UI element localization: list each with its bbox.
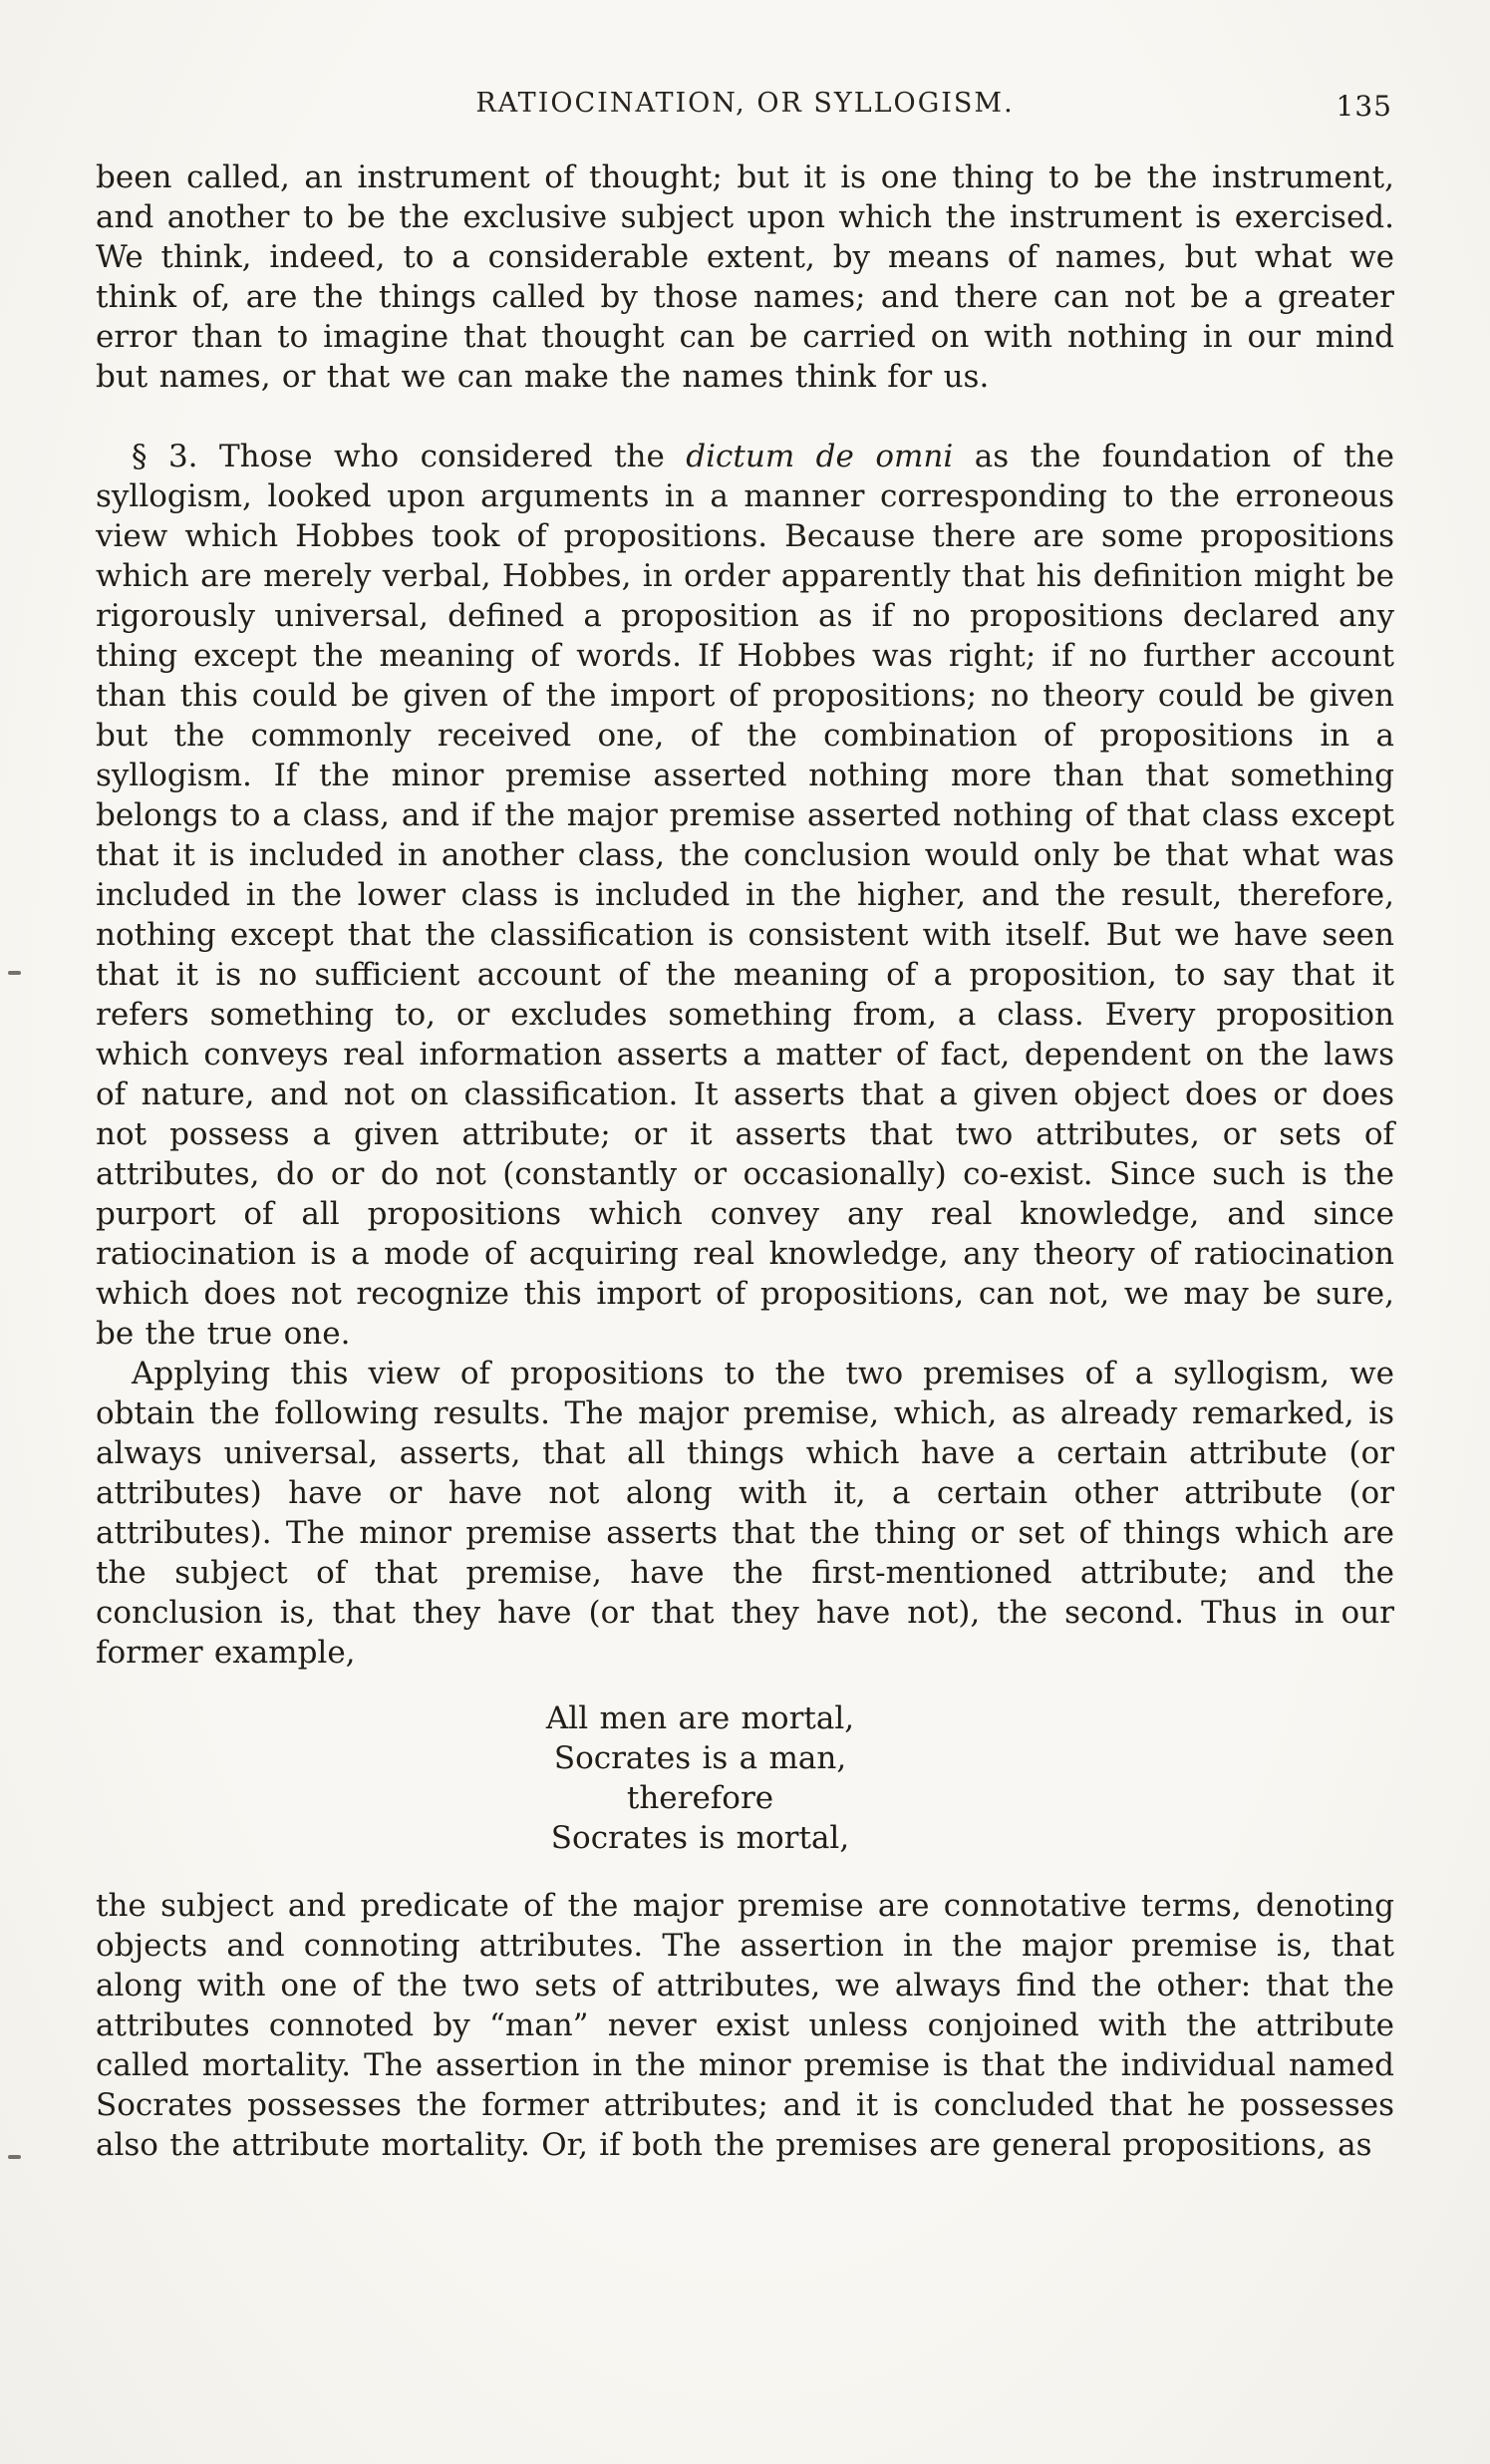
running-title: RATIOCINATION, OR SYLLOGISM. [475, 88, 1015, 119]
margin-mark-icon [8, 971, 21, 975]
page-header [96, 88, 1394, 130]
section-3-paragraph [96, 437, 1394, 1354]
syllogism-line-minor: Socrates is a man, [553, 1740, 847, 1776]
page-number: 135 [1336, 90, 1392, 123]
syllogism-line-conclusion: Socrates is mortal, [550, 1820, 850, 1856]
section-3-text-pre: § 3. Those who considered the [132, 439, 687, 474]
latin-phrase: dictum de omni [686, 439, 954, 474]
margin-mark-icon [8, 2155, 21, 2159]
closing-paragraph: the subject and predicate of the major premise are connotative terms, denoting objects and connoting attributes. The assertion in the major premise is, that along with one of the two sets of attributes, we always find the other: that the attributes connoted by “man” never exist unless conjoined with the attribute called mortality. The assertion in the minor premise is that the individual named Socrates possesses the former attributes; and it is concluded that he possesses also the attribute mortality. Or, if both the premises are general propositions, as [96, 1888, 1394, 2163]
syllogism-example [96, 1698, 1305, 1858]
applying-view-paragraph: Applying this view of propositions to the two premises of a syllogism, we obtain the following results. The major premise, which, as already remarked, is always universal, asserts, that all things which have a certain attribute (or attributes) have or have not along with it, a certain other attribute (or attributes). The minor premise asserts that the thing or set of things which are the subject of that premise, have the first-mentioned attribute; and the conclusion is, that they have (or that they have not), the second. Thus in our former example, [96, 1356, 1394, 1671]
syllogism-line-major: All men are mortal, [545, 1700, 855, 1736]
section-3-text-post: as the foundation of the syllogism, looked upon arguments in a manner corresponding to the erroneous view which Hobbes took of propositions. Because there are some propositions which are merely verbal, Hobbes, in order apparently that his definition might be rigorously universal, defined a proposition as if no propositions declared any thing except the meaning of words. If Hobbes was right; if no further account than this could be given of the import of propositions; no theory could be given but the commonly received one, of the combination of propositions in a syllogism. If the minor premise asserted nothing more than that something belongs to a class, and if the major premise asserted nothing of that class except that it is included in another class, the conclusion would only be that what was included in the lower class is included in the higher, and the result, therefore, nothing except that the classification is consistent with itself. But we have seen that it is no sufficient account of the meaning of a proposition, to say that it refers something to, or excludes something from, a class. Every proposition which conveys real information asserts a matter of fact, dependent on the laws of nature, and not on classification. It asserts that a given object does or does not possess a given attribute; or it asserts that two attributes, or sets of attributes, do or do not (constantly or occasionally) co-exist. Since such is the purport of all propositions which convey any real knowledge, and since ratiocination is a mode of acquiring real knowledge, any theory of ratiocination which does not recognize this import of propositions, can not, we may be sure, be the true one. [96, 439, 1394, 1352]
syllogism-line-therefore: therefore [626, 1780, 774, 1816]
paragraph-continuation: been called, an instrument of thought; but it is one thing to be the instrument, and another to be the exclusive subject upon which the instrument is exercised. We think, indeed, to a considerable extent, by means of names, but what we think of, are the things called by those names; and there can not be a greater error than to imagine that thought can be carried on with nothing in our mind but names, or that we can make the names think for us. [96, 159, 1394, 395]
text-block [96, 157, 1394, 2165]
